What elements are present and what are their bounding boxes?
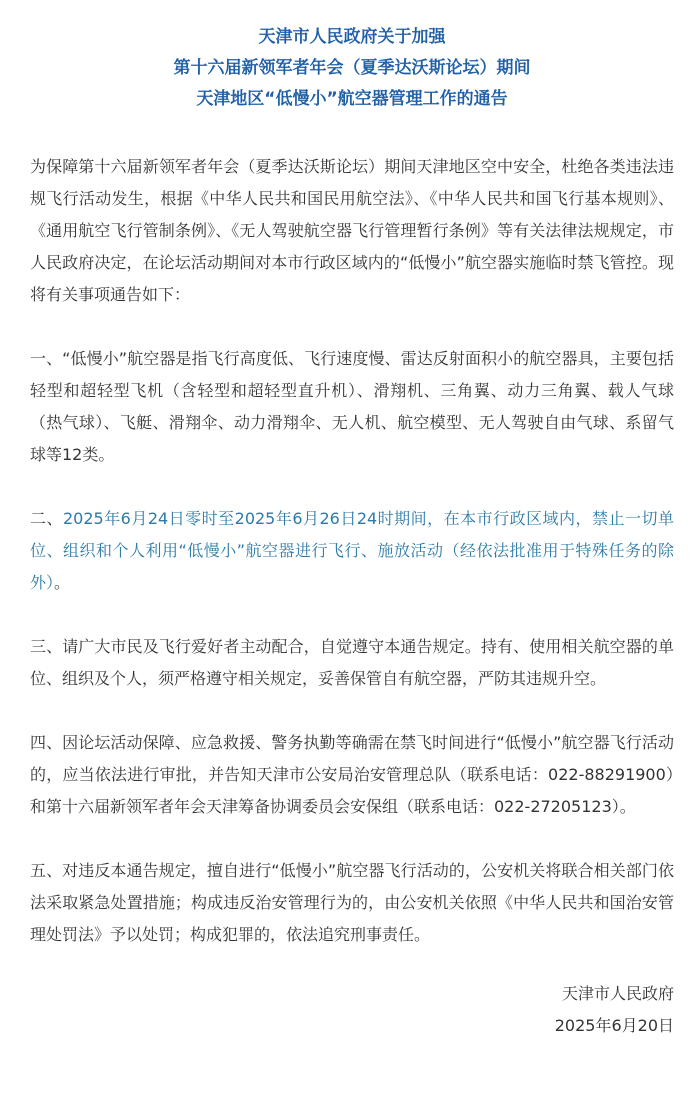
title-line-3: 天津地区“低慢小”航空器管理工作的通告 bbox=[196, 89, 508, 109]
item-3-paragraph: 三、请广大市民及飞行爱好者主动配合，自觉遵守本通告规定。持有、使用相关航空器的单位、组织及个人，须严格遵守相关规定，妥善保管自有航空器，严防其违规升空。 bbox=[30, 637, 674, 688]
signature-date: 2025年6月20日 bbox=[554, 1016, 674, 1035]
signature-block bbox=[30, 978, 674, 1042]
notice-title bbox=[30, 22, 674, 115]
item-1-paragraph: 一、“低慢小”航空器是指飞行高度低、飞行速度慢、雷达反射面积小的航空器具，主要包括轻型和超轻型飞机（含轻型和超轻型直升机）、滑翔机、三角翼、动力三角翼、载人气球（热气球）、飞艇、滑翔伞、动力滑翔伞、无人机、航空模型、无人驾驶自由气球、系留气球等12类。 bbox=[30, 349, 674, 464]
item-4-paragraph: 四、因论坛活动保障、应急救援、警务执勤等确需在禁飞时间进行“低慢小”航空器飞行活动的，应当依法进行审批，并告知天津市公安局治安管理总队（联系电话：022-88291900）和第十六届新领军者年会天津筹备协调委员会安保组（联系电话：022-27205123）。 bbox=[30, 733, 674, 816]
item-5-paragraph: 五、对违反本通告规定，擅自进行“低慢小”航空器飞行活动的，公安机关将联合相关部门依法采取紧急处置措施；构成违反治安管理行为的，由公安机关依照《中华人民共和国治安管理处罚法》予以处罚；构成犯罪的，依法追究刑事责任。 bbox=[30, 861, 674, 944]
title-line-2: 第十六届新领军者年会（夏季达沃斯论坛）期间 bbox=[173, 58, 531, 78]
signature-issuer: 天津市人民政府 bbox=[561, 984, 674, 1003]
title-line-1: 天津市人民政府关于加强 bbox=[258, 27, 446, 47]
item-2-highlight: 2025年6月24日零时至2025年6月26日24时期间，在本市行政区域内，禁止一切单位、组织和个人利用“低慢小”航空器进行飞行、施放活动（经依法批准用于特殊任务的除外） bbox=[30, 509, 674, 592]
item-2-prefix: 二、 bbox=[30, 509, 63, 528]
notice-body bbox=[30, 151, 674, 951]
item-2-suffix: 。 bbox=[54, 573, 71, 592]
item-2-paragraph bbox=[30, 503, 674, 599]
intro-paragraph: 为保障第十六届新领军者年会（夏季达沃斯论坛）期间天津地区空中安全，杜绝各类违法违规飞行活动发生，根据《中华人民共和国民用航空法》、《中华人民共和国飞行基本规则》、《通用航空飞行管制条例》、《无人驾驶航空器飞行管理暂行条例》等有关法律法规规定，市人民政府决定，在论坛活动期间对本市行政区域内的“低慢小”航空器实施临时禁飞管控。现将有关事项通告如下： bbox=[30, 157, 674, 304]
